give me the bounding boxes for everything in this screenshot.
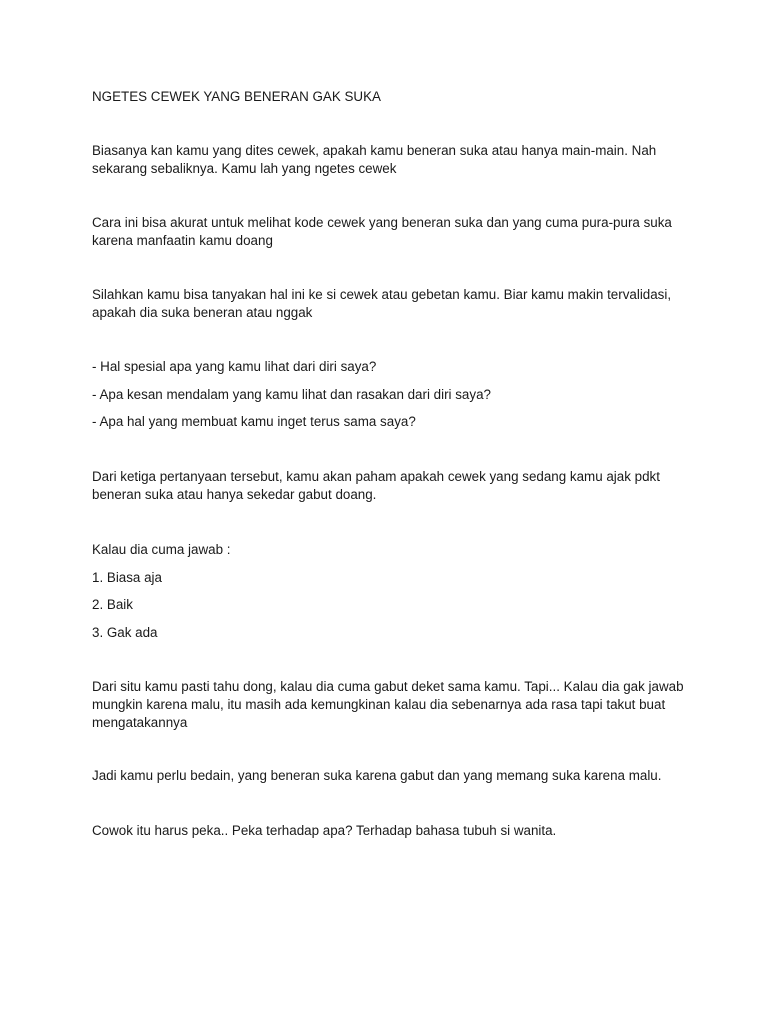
answer-item: 1. Biasa aja — [92, 570, 162, 585]
question-item: - Apa kesan mendalam yang kamu lihat dan rasakan dari diri saya? — [92, 387, 491, 402]
paragraph-line: Dari ketiga pertanyaan tersebut, kamu akan paham apakah cewek yang sedang kamu ajak pdkt — [92, 469, 660, 484]
paragraph-line: apakah dia suka beneran atau nggak — [92, 305, 313, 320]
answer-item: 3. Gak ada — [92, 625, 158, 640]
paragraph-line: Cowok itu harus peka.. Peka terhadap apa? Terhadap bahasa tubuh si wanita. — [92, 823, 557, 838]
paragraph-line: mungkin karena malu, itu masih ada kemungkinan kalau dia sebenarnya ada rasa tapi takut buat — [92, 697, 666, 712]
question-item: - Apa hal yang membuat kamu inget terus sama saya? — [92, 414, 416, 429]
paragraph-line: Dari situ kamu pasti tahu dong, kalau dia cuma gabut deket sama kamu. Tapi... Kalau dia gak jawab — [92, 679, 684, 694]
paragraph-line: Jadi kamu perlu bedain, yang beneran suka karena gabut dan yang memang suka karena malu. — [92, 768, 662, 783]
paragraph-line: sekarang sebaliknya. Kamu lah yang ngetes cewek — [92, 161, 397, 176]
paragraph-line: Cara ini bisa akurat untuk melihat kode cewek yang beneran suka dan yang cuma pura-pura suka — [92, 215, 672, 230]
paragraph-line: mengatakannya — [92, 715, 188, 730]
paragraph-line: Biasanya kan kamu yang dites cewek, apakah kamu beneran suka atau hanya main-main. Nah — [92, 143, 657, 158]
paragraph-line: beneran suka atau hanya sekedar gabut doang. — [92, 487, 377, 502]
paragraph-line: karena manfaatin kamu doang — [92, 233, 273, 248]
document-title: NGETES CEWEK YANG BENERAN GAK SUKA — [92, 89, 381, 104]
answer-item: 2. Baik — [92, 597, 133, 612]
paragraph-line: Kalau dia cuma jawab : — [92, 542, 231, 557]
paragraph-line: Silahkan kamu bisa tanyakan hal ini ke si cewek atau gebetan kamu. Biar kamu makin tervalidasi, — [92, 287, 672, 302]
question-item: - Hal spesial apa yang kamu lihat dari diri saya? — [92, 359, 377, 374]
